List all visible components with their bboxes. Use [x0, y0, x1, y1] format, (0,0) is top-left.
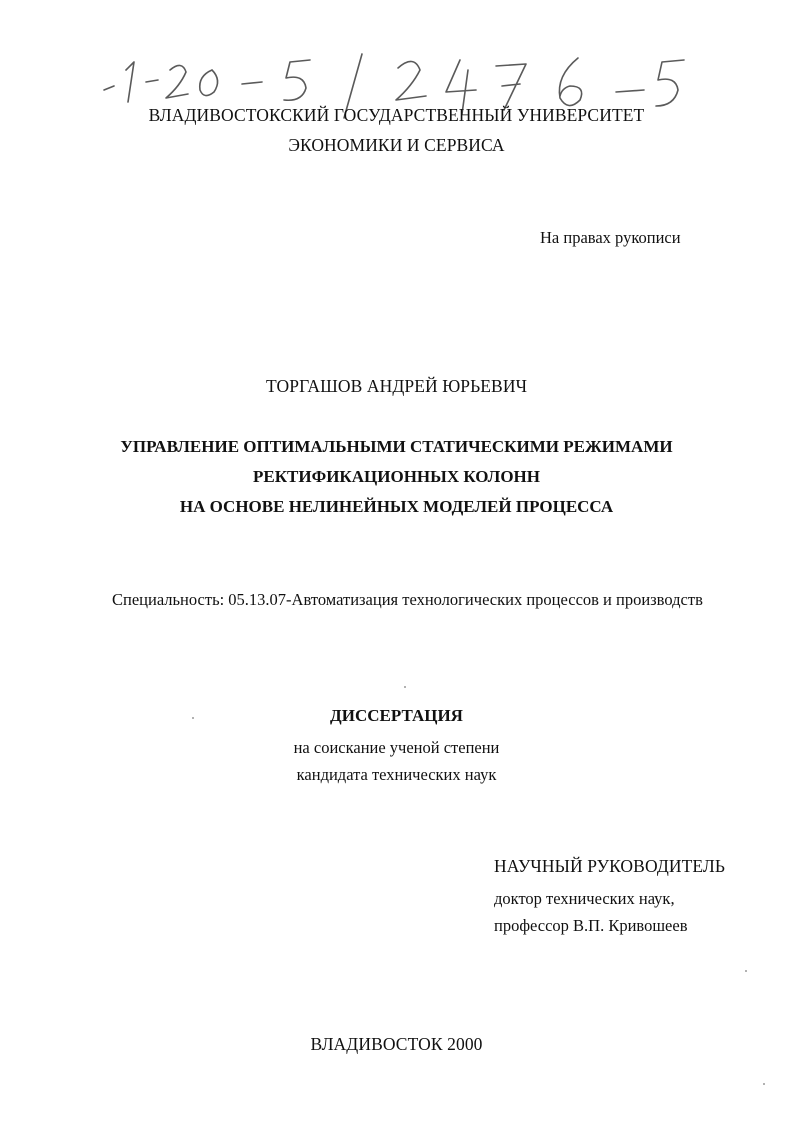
- manuscript-rights-note: На правах рукописи: [540, 228, 681, 247]
- author-name: ТОРГАШОВ АНДРЕЙ ЮРЬЕВИЧ: [265, 376, 528, 396]
- university-name-line2: ЭКОНОМИКИ И СЕРВИСА: [288, 135, 505, 155]
- degree-purpose-line1: на соискание ученой степени: [293, 738, 500, 757]
- specialty-line: Специальность: 05.13.07-Автоматизация технологических процессов и производств: [112, 590, 703, 609]
- degree-purpose-line2: кандидата технических наук: [296, 765, 497, 784]
- dissertation-heading: ДИССЕРТАЦИЯ: [330, 706, 463, 725]
- thesis-title-line1: УПРАВЛЕНИЕ ОПТИМАЛЬНЫМИ СТАТИЧЕСКИМИ РЕЖИМАМИ: [120, 437, 673, 456]
- city-year: ВЛАДИВОСТОК 2000: [310, 1034, 483, 1054]
- thesis-title-line2: РЕКТИФИКАЦИОННЫХ КОЛОНН: [253, 467, 540, 486]
- scan-speck: [745, 970, 747, 972]
- supervisor-degree: доктор технических наук,: [494, 889, 675, 908]
- scan-speck: [763, 1083, 765, 1085]
- university-name-line1: ВЛАДИВОСТОКСКИЙ ГОСУДАРСТВЕННЫЙ УНИВЕРСИТЕТ: [148, 105, 645, 125]
- scan-speck: [192, 717, 194, 719]
- thesis-title-line3: НА ОСНОВЕ НЕЛИНЕЙНЫХ МОДЕЛЕЙ ПРОЦЕССА: [179, 497, 614, 516]
- supervisor-name: профессор В.П. Кривошеев: [494, 916, 688, 935]
- scan-speck: [404, 686, 406, 688]
- supervisor-heading: НАУЧНЫЙ РУКОВОДИТЕЛЬ: [494, 856, 726, 876]
